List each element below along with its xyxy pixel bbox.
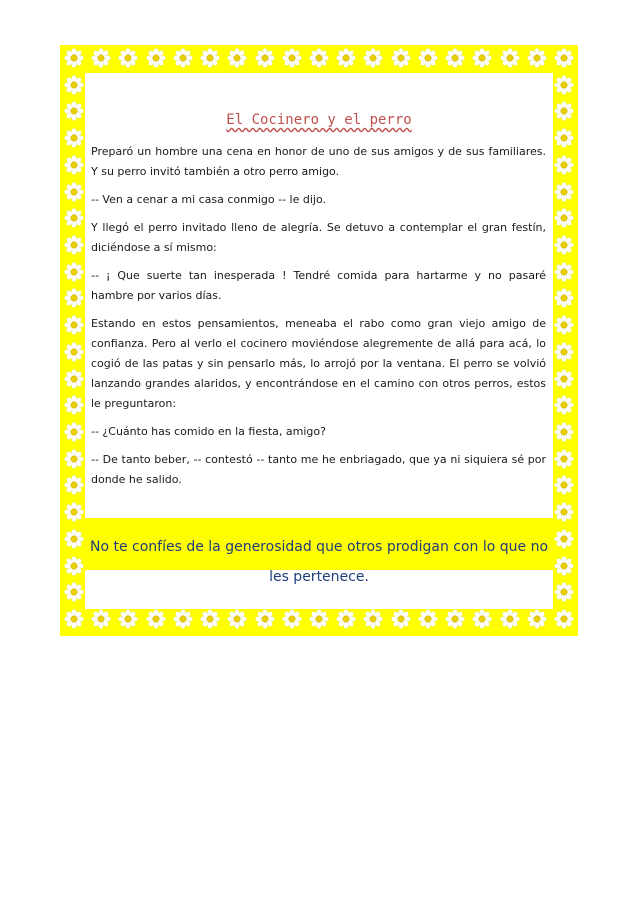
flower-icon xyxy=(309,609,329,629)
flower-icon xyxy=(363,609,383,629)
flower-icon xyxy=(527,48,547,68)
flower-icon xyxy=(200,609,220,629)
story-paragraph: -- Ven a cenar a mi casa conmigo -- le dijo. xyxy=(91,193,327,206)
flower-icon xyxy=(64,342,84,362)
flower-icon xyxy=(282,48,302,68)
story-paragraph: Preparó un hombre una cena en honor de uno de sus amigos y de sus familiares. Y su perro invitó también a otro perro amigo. xyxy=(91,145,546,178)
flower-icon xyxy=(64,556,84,576)
flower-icon xyxy=(336,609,356,629)
flower-icon xyxy=(336,48,356,68)
flower-icon xyxy=(64,582,84,602)
flower-icon xyxy=(472,48,492,68)
flower-icon xyxy=(554,155,574,175)
page-title: El Cocinero y el perro xyxy=(226,112,412,128)
flower-icon xyxy=(554,48,574,68)
story-paragraph: Y llegó el perro invitado lleno de alegría. Se detuvo a contemplar el gran festín, diciéndose a sí mismo: xyxy=(91,221,546,254)
flower-icon xyxy=(282,609,302,629)
flower-icon xyxy=(118,48,138,68)
flower-icon xyxy=(527,609,547,629)
flower-icon xyxy=(554,342,574,362)
flower-icon xyxy=(91,609,111,629)
story-paragraph: -- ¡ Que suerte tan inesperada ! Tendré comida para hartarme y no pasaré hambre por varios días. xyxy=(91,269,546,302)
flower-icon xyxy=(64,48,84,68)
flower-icon xyxy=(554,502,574,522)
flower-icon xyxy=(554,449,574,469)
flower-icon xyxy=(554,288,574,308)
flower-icon xyxy=(418,48,438,68)
flower-icon xyxy=(64,529,84,549)
flower-icon xyxy=(554,128,574,148)
flower-icon xyxy=(200,48,220,68)
flower-icon xyxy=(64,475,84,495)
flower-icon xyxy=(227,609,247,629)
flower-icon xyxy=(554,582,574,602)
story-paragraph: -- De tanto beber, -- contestó -- tanto me he enbriagado, que ya ni siquiera sé por donde he salido. xyxy=(91,453,546,486)
flower-icon xyxy=(64,369,84,389)
flower-icon xyxy=(554,422,574,442)
flower-icon xyxy=(554,75,574,95)
flower-icon xyxy=(118,609,138,629)
flower-icon xyxy=(64,288,84,308)
flower-icon xyxy=(64,182,84,202)
flower-icon xyxy=(554,262,574,282)
flower-icon xyxy=(64,502,84,522)
flower-icon xyxy=(64,75,84,95)
flower-icon xyxy=(91,48,111,68)
flower-icon xyxy=(500,48,520,68)
flower-icon xyxy=(64,315,84,335)
flower-icon xyxy=(554,369,574,389)
story-paragraph: -- ¿Cuánto has comido en la fiesta, amigo? xyxy=(91,425,326,438)
story-body xyxy=(91,142,546,498)
flower-icon xyxy=(418,609,438,629)
flower-icon xyxy=(554,315,574,335)
flower-icon xyxy=(64,155,84,175)
flower-icon xyxy=(146,48,166,68)
flower-icon xyxy=(64,395,84,415)
flower-icon xyxy=(554,182,574,202)
flower-icon xyxy=(445,609,465,629)
flower-icon xyxy=(309,48,329,68)
flower-icon xyxy=(64,422,84,442)
flower-icon xyxy=(391,609,411,629)
flower-icon xyxy=(173,48,193,68)
flower-icon xyxy=(554,475,574,495)
flower-icon xyxy=(64,449,84,469)
flower-icon xyxy=(391,48,411,68)
flower-icon xyxy=(173,609,193,629)
story-paragraph: Estando en estos pensamientos, meneaba el rabo como gran viejo amigo de confianza. Pero al verlo el cocinero moviéndose alegremente de allá para acá, lo cogió de las patas y sin pensarlo más, lo arrojó por la ventana. El perro se volvió lanzando grandes alaridos, y encontrándose en el camino con otros perros, estos le preguntaron: xyxy=(91,317,546,410)
flower-icon xyxy=(64,128,84,148)
moral-text: No te confíes de la generosidad que otros prodigan con lo que no les pertenece. xyxy=(89,539,549,585)
flower-icon xyxy=(146,609,166,629)
flower-icon xyxy=(64,609,84,629)
flower-icon xyxy=(554,556,574,576)
flower-icon xyxy=(64,262,84,282)
flower-icon xyxy=(554,395,574,415)
flower-icon xyxy=(64,235,84,255)
flower-icon xyxy=(500,609,520,629)
flower-icon xyxy=(445,48,465,68)
flower-icon xyxy=(554,609,574,629)
flower-icon xyxy=(554,529,574,549)
flower-icon xyxy=(554,235,574,255)
flower-icon xyxy=(363,48,383,68)
flower-icon xyxy=(64,208,84,228)
flower-icon xyxy=(255,609,275,629)
flower-icon xyxy=(227,48,247,68)
flower-icon xyxy=(472,609,492,629)
flower-icon xyxy=(255,48,275,68)
flower-icon xyxy=(554,208,574,228)
